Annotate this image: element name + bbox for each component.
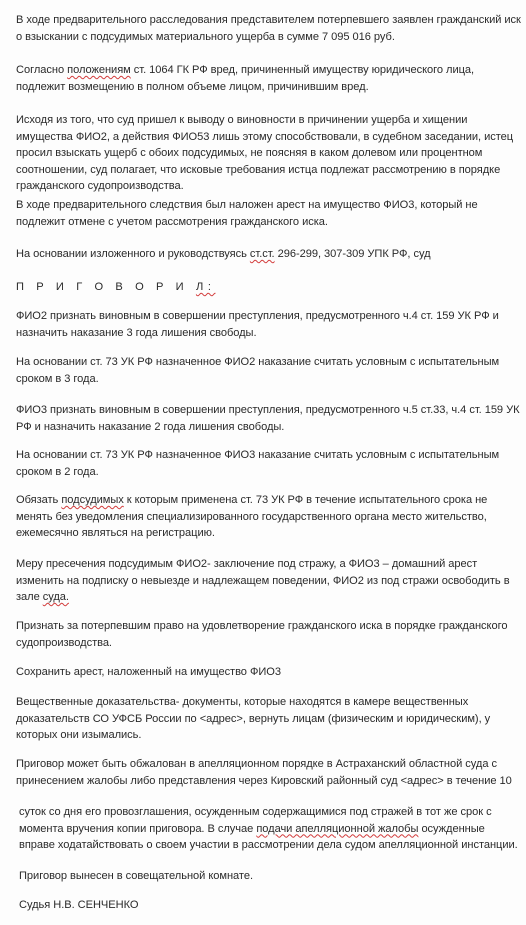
paragraph-text: ст. 1064 ГК РФ вред, причиненный имуществу юридического лица, подлежит возмещению в полном объеме лицом, причинившим вред. — [16, 64, 475, 93]
paragraph-text: В ходе предварительного расследования представителем потерпевшего заявлен гражданский иск о взыскании с подсудимых материального ущерба в сумме 7 095 016 руб. — [16, 14, 521, 43]
paragraph-grounds — [16, 246, 521, 263]
paragraph-legal-basis — [16, 62, 521, 95]
paragraph-text: ФИО2 признать виновным в совершении преступления, предусмотренного ч.4 ст. 159 УК РФ и назначить наказание 3 года лишения свободы. — [16, 310, 499, 339]
paragraph-text: Приговор вынесен в совещательной комнате. — [19, 870, 253, 882]
paragraph-arrest — [16, 197, 521, 230]
paragraph-court-reasoning — [16, 112, 521, 195]
paragraph-text: На основании ст. 73 УК РФ назначенное ФИО2 наказание считать условным с испытательным сроком в 3 года. — [16, 356, 500, 385]
paragraph-text: В ходе предварительного следствия был наложен арест на имущество ФИО3, который не подлежит отмене с учетом рассмотрения гражданского иска. — [16, 199, 478, 228]
paragraph-preventive-measure — [16, 556, 521, 606]
paragraph-fio3-probation — [16, 447, 521, 480]
paragraph-text: Согласно — [16, 64, 68, 76]
paragraph-civil-claim — [16, 12, 521, 45]
paragraph-victim-right — [16, 618, 521, 651]
paragraph-obligations — [16, 492, 521, 542]
paragraph-text: осужденные вправе ходатайствовать о своем участии в рассмотрении дела судом апелляционной инстанции. — [19, 822, 518, 851]
signature-text: Судья Н.В. СЕНЧЕНКО — [19, 899, 139, 911]
paragraph-text: Приговор может быть обжалован в апелляционном порядке в Астраханский областной суда с принесением жалобы либо представления через Кировский районный суд <адрес> в течение 10 — [16, 758, 512, 787]
spellcheck-mark: подсудимых — [61, 494, 124, 506]
paragraph-keep-arrest — [16, 664, 521, 681]
spellcheck-mark: положениям — [67, 64, 131, 76]
paragraph-deliberation-room — [19, 868, 521, 885]
paragraph-text: На основании ст. 73 УК РФ назначенное ФИО3 наказание считать условным с испытательным сроком в 2 года. — [16, 449, 500, 478]
paragraph-text: Исходя из того, что суд пришел к выводу о виновности в причинении ущерба и хищении имущества ФИО2, а действия ФИО53 лишь этому способствовали, в судебном заседании, истец просил взыскать ущерб с обоих подсудимых, не поясняя в каком долевом или процентном соотношении, суд полагает, что исковые требования истца подлежат рассмотрению в порядке гражданского судопроизводства. — [16, 114, 514, 192]
paragraph-text: Меру пресечения подсудимым ФИО2- заключение под стражу, а ФИО3 – домашний арест изменить на подписку о невыезде и надлежащем поведении, ФИО2 из под стражи освободить в зале — [16, 558, 510, 603]
spellcheck-mark: суда. — [42, 591, 69, 603]
paragraph-text: Вещественные доказательства- документы, которые находятся в камере вещественных доказательств СО УФСБ России по <адрес>, вернуть лицам (физическим и юридическим), у которых они изымались. — [16, 696, 491, 741]
paragraph-text: ФИО3 признать виновным в совершении преступления, предусмотренного ч.5 ст.33, ч.4 ст. 159 УК РФ и назначить наказание 2 года лишения свободы. — [16, 404, 520, 433]
heading-text: П Р И Г О В О Р И — [16, 281, 196, 293]
paragraph-evidence — [16, 694, 521, 744]
paragraph-fio3-guilty — [16, 402, 521, 435]
paragraph-fio2-probation — [16, 354, 521, 387]
paragraph-text: к которым применена ст. 73 УК РФ в течение испытательного срока не менять без уведомления специализированного государственного органа место жительство, ежемесячно являться на регистрацию. — [16, 494, 488, 539]
paragraph-text: суток со дня его провозглашения, осужденным содержащимися под стражей в тот же срок с момента вручения копии приговора. В случае — [19, 806, 492, 835]
paragraph-fio2-guilty — [16, 308, 521, 341]
spellcheck-mark: ст.ст. — [249, 248, 275, 260]
judge-signature — [19, 897, 521, 914]
paragraph-text: На основании изложенного и руководствуясь — [16, 248, 250, 260]
spellcheck-mark: подачи апелляционной жалобы — [256, 822, 419, 835]
paragraph-appeal — [16, 756, 521, 789]
spellcheck-mark: Л: — [195, 281, 216, 293]
paragraph-text: 296-299, 307-309 УПК РФ, суд — [274, 248, 431, 260]
paragraph-appeal-terms — [19, 804, 521, 854]
verdict-heading — [16, 279, 521, 296]
paragraph-text: Сохранить арест, наложенный на имущество ФИО3 — [16, 666, 281, 678]
paragraph-text: Обязать — [16, 494, 62, 506]
paragraph-text: Признать за потерпевшим право на удовлетворение гражданского иска в порядке гражданского судопроизводства. — [16, 620, 508, 649]
